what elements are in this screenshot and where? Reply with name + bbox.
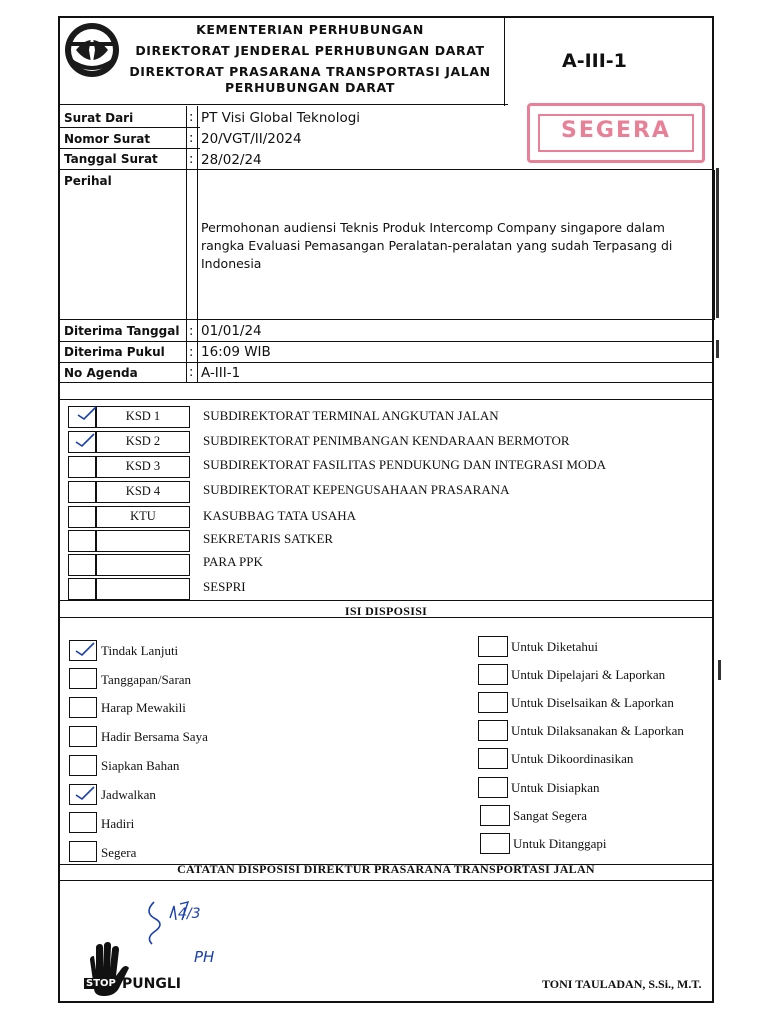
check-icon (74, 785, 96, 801)
catatan-disposisi-title: CATATAN DISPOSISI DIREKTUR PRASARANA TRANSPORTASI JALAN (177, 862, 595, 876)
recipient-code-ksd4: KSD 4 (125, 484, 161, 498)
urgent-stamp-text: SEGERA (561, 118, 671, 143)
stop-label: STOP (86, 978, 116, 989)
value-no-agenda: A-III-1 (201, 365, 241, 381)
disposisi-untuk-disiapkan: Untuk Disiapkan (511, 780, 600, 795)
signatory-name: TONI TAULADAN, S.Si., M.T. (542, 977, 702, 991)
recipient-code-ktu: KTU (130, 509, 156, 523)
value-nomor-surat: 20/VGT/II/2024 (201, 131, 302, 147)
disposisi-siapkan-bahan: Siapkan Bahan (101, 758, 180, 773)
header-divider (504, 16, 505, 106)
check-icon (74, 432, 96, 448)
recipient-para-ppk: PARA PPK (203, 554, 263, 569)
recipient-sekretaris-satker: SEKRETARIS SATKER (203, 531, 334, 546)
handwritten-ph: PH (194, 948, 215, 966)
recipient-ksd3: SUBDIREKTORAT FASILITAS PENDUKUNG DAN INTEGRASI MODA (203, 457, 607, 472)
urgent-stamp (527, 103, 705, 163)
recipient-code-ksd3: KSD 3 (125, 459, 161, 473)
disposisi-untuk-dikoordinasikan: Untuk Dikoordinasikan (511, 751, 634, 766)
recipient-ktu: KASUBBAG TATA USAHA (203, 508, 356, 523)
label-diterima-tanggal: Diterima Tanggal (64, 324, 180, 338)
value-surat-dari: PT Visi Global Teknologi (201, 110, 361, 126)
header-directorate-general: DIREKTORAT JENDERAL PERHUBUNGAN DARAT (135, 43, 485, 58)
disposisi-untuk-diketahui: Untuk Diketahui (511, 639, 599, 654)
value-diterima-pukul: 16:09 WIB (201, 344, 271, 360)
disposisi-hadiri: Hadiri (101, 816, 135, 831)
recipient-ksd2: SUBDIREKTORAT PENIMBANGAN KENDARAAN BERMOTOR (203, 433, 570, 448)
value-perihal: Permohonan audiensi Teknis Produk Intercomp Company singapore dalam rangka Evaluasi Pemasangan Peralatan-peralatan yang sudah Terpasang di Indonesia (201, 220, 673, 271)
disposisi-sangat-segera: Sangat Segera (513, 808, 588, 823)
disposisi-hadir-bersama-saya: Hadir Bersama Saya (101, 729, 208, 744)
label-surat-dari: Surat Dari (64, 111, 134, 125)
isi-disposisi-title: ISI DISPOSISI (344, 604, 428, 618)
recipient-sespri: SESPRI (203, 579, 246, 594)
recipient-code-ksd2: KSD 2 (125, 434, 161, 448)
handwritten-date: 4/3 (178, 906, 201, 922)
label-nomor-surat: Nomor Surat (64, 132, 151, 146)
stop-pungli-logo (76, 940, 196, 1000)
header-directorate: DIREKTORAT PRASARANA TRANSPORTASI JALAN (129, 64, 491, 79)
header-ministry: KEMENTERIAN PERHUBUNGAN (196, 22, 424, 37)
label-diterima-pukul: Diterima Pukul (64, 345, 165, 359)
recipient-code-ksd1: KSD 1 (125, 409, 161, 423)
disposisi-untuk-dilaksanakan: Untuk Dilaksanakan & Laporkan (511, 723, 684, 738)
disposisi-harap-mewakili: Harap Mewakili (101, 700, 186, 715)
recipient-ksd4: SUBDIREKTORAT KEPENGUSAHAAN PRASARANA (203, 482, 510, 497)
pungli-label: PUNGLI (122, 976, 181, 992)
value-tanggal-surat: 28/02/24 (201, 152, 262, 168)
disposisi-tindak-lanjuti: Tindak Lanjuti (101, 643, 179, 658)
check-icon (74, 641, 96, 657)
disposisi-untuk-diselsaikan: Untuk Diselsaikan & Laporkan (511, 695, 674, 710)
label-perihal: Perihal (64, 174, 112, 188)
header-bottom-rule (58, 104, 508, 105)
disposisi-jadwalkan: Jadwalkan (101, 787, 156, 802)
check-icon (76, 405, 98, 421)
value-diterima-tanggal: 01/01/24 (201, 323, 262, 339)
ministry-logo (62, 20, 122, 80)
disposisi-segera: Segera (101, 845, 137, 860)
recipient-ksd1: SUBDIREKTORAT TERMINAL ANGKUTAN JALAN (203, 408, 499, 423)
form-code: A-III-1 (562, 50, 627, 72)
label-tanggal-surat: Tanggal Surat (64, 152, 158, 166)
disposisi-tanggapan-saran: Tanggapan/Saran (101, 672, 192, 687)
header-directorate-line2: PERHUBUNGAN DARAT (225, 80, 395, 95)
label-no-agenda: No Agenda (64, 366, 138, 380)
disposisi-untuk-ditanggapi: Untuk Ditanggapi (513, 836, 607, 851)
disposisi-untuk-dipelajari: Untuk Dipelajari & Laporkan (511, 667, 666, 682)
